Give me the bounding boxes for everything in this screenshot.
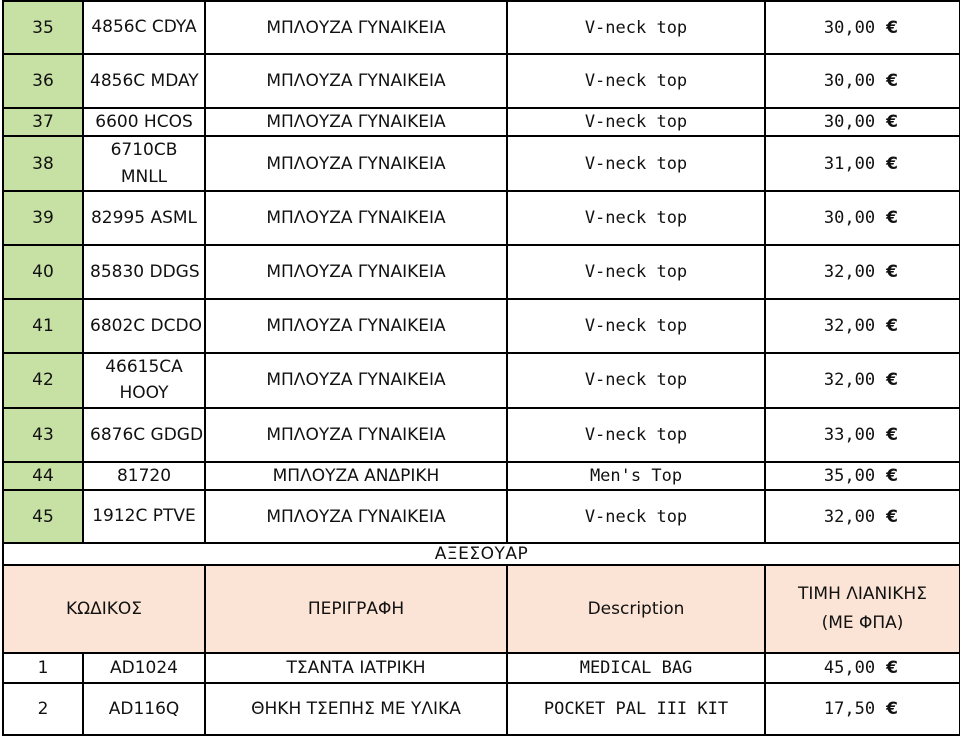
product-code	[83, 136, 205, 191]
header-description-gr: ΠΕΡΙΓΡΑΦΗ	[205, 565, 507, 653]
row-number: 35	[3, 1, 83, 54]
product-description-gr: ΜΠΛΟΥΖΑ ΑΝΔΡΙΚΗ	[205, 462, 507, 490]
table-row	[3, 408, 960, 462]
row-number: 2	[3, 683, 83, 735]
product-description-en: POCKET PAL III KIT	[507, 683, 765, 735]
header-price	[765, 565, 960, 653]
price-value: 33,00	[823, 424, 876, 445]
euro-icon: €	[886, 370, 899, 391]
product-code-line: 6710CB	[110, 140, 178, 161]
row-number: 43	[3, 408, 83, 462]
price-cell	[765, 191, 960, 245]
euro-icon: €	[886, 17, 899, 38]
table-row	[3, 353, 960, 408]
product-description-gr: ΤΣΑΝΤΑ ΙΑΤΡΙΚΗ	[205, 653, 507, 683]
table-row	[3, 462, 960, 490]
price-list-table	[2, 0, 960, 736]
price-value: 30,00	[823, 208, 876, 229]
product-description-gr: ΜΠΛΟΥΖΑ ΓΥΝΑΙΚΕΙΑ	[205, 191, 507, 245]
product-description-gr: ΜΠΛΟΥΖΑ ΓΥΝΑΙΚΕΙΑ	[205, 490, 507, 543]
row-number: 37	[3, 108, 83, 136]
price-cell	[765, 245, 960, 299]
header-description-en: Description	[507, 565, 765, 653]
table-row	[3, 490, 960, 543]
euro-icon: €	[886, 506, 899, 527]
price-value: 45,00	[823, 658, 876, 679]
table-row	[3, 299, 960, 353]
product-code: AD116Q	[83, 683, 205, 735]
product-description-gr: ΜΠΛΟΥΖΑ ΓΥΝΑΙΚΕΙΑ	[205, 353, 507, 408]
product-code: 6600 HCOS	[83, 108, 205, 136]
table-row	[3, 108, 960, 136]
euro-icon: €	[886, 316, 899, 337]
price-value: 35,00	[823, 465, 876, 486]
price-cell	[765, 108, 960, 136]
row-number: 1	[3, 653, 83, 683]
row-number: 39	[3, 191, 83, 245]
product-description-en: V-neck top	[507, 408, 765, 462]
header-price-line: ΤΙΜΗ ΛΙΑΝΙΚΗΣ	[798, 584, 927, 605]
euro-icon: €	[886, 112, 899, 133]
product-description-en: V-neck top	[507, 245, 765, 299]
price-value: 32,00	[823, 262, 876, 283]
price-cell	[765, 490, 960, 543]
section-title: ΑΞΕΣΟΥΑΡ	[434, 544, 529, 565]
price-value: 32,00	[823, 506, 876, 527]
row-number: 42	[3, 353, 83, 408]
product-code-line: MNLL	[120, 166, 168, 187]
table-row	[3, 136, 960, 191]
product-description-en: V-neck top	[507, 299, 765, 353]
euro-icon: €	[886, 465, 899, 486]
table-row	[3, 245, 960, 299]
section-title-cell	[3, 543, 960, 565]
row-number: 40	[3, 245, 83, 299]
product-description-en: V-neck top	[507, 191, 765, 245]
product-code: 1912C PTVE	[83, 490, 205, 543]
product-description-gr: ΜΠΛΟΥΖΑ ΓΥΝΑΙΚΕΙΑ	[205, 245, 507, 299]
euro-icon: €	[886, 424, 899, 445]
row-number: 38	[3, 136, 83, 191]
table-row	[3, 653, 960, 683]
price-cell	[765, 136, 960, 191]
product-code: 81720	[83, 462, 205, 490]
product-description-en: V-neck top	[507, 490, 765, 543]
product-code: 4856C CDYA	[83, 1, 205, 54]
price-cell	[765, 1, 960, 54]
euro-icon: €	[886, 71, 899, 91]
product-description-en: Men's Top	[507, 462, 765, 490]
euro-icon: €	[886, 262, 899, 283]
price-cell	[765, 653, 960, 683]
table-row	[3, 191, 960, 245]
product-description-gr: ΜΠΛΟΥΖΑ ΓΥΝΑΙΚΕΙΑ	[205, 299, 507, 353]
price-value: 31,00	[823, 153, 876, 174]
product-code	[83, 353, 205, 408]
price-cell	[765, 683, 960, 735]
product-description-gr: ΜΠΛΟΥΖΑ ΓΥΝΑΙΚΕΙΑ	[205, 1, 507, 54]
product-code: 6802C DCDO	[83, 299, 205, 353]
table-row	[3, 683, 960, 735]
row-number: 41	[3, 299, 83, 353]
price-cell	[765, 462, 960, 490]
price-cell	[765, 54, 960, 108]
column-header-row	[3, 565, 960, 653]
price-value: 32,00	[823, 370, 876, 391]
price-cell	[765, 299, 960, 353]
product-code-line: HOOY	[119, 383, 169, 404]
table-row	[3, 54, 960, 108]
product-description-en: V-neck top	[507, 353, 765, 408]
product-code: AD1024	[83, 653, 205, 683]
product-code: 6876C GDGD	[83, 408, 205, 462]
euro-icon: €	[886, 658, 899, 679]
row-number: 45	[3, 490, 83, 543]
header-code: ΚΩΔΙΚΟΣ	[3, 565, 205, 653]
euro-icon: €	[886, 153, 899, 174]
product-description-gr: ΜΠΛΟΥΖΑ ΓΥΝΑΙΚΕΙΑ	[205, 136, 507, 191]
table-row	[3, 1, 960, 54]
price-value: 30,00	[823, 17, 876, 38]
product-description-gr: ΜΠΛΟΥΖΑ ΓΥΝΑΙΚΕΙΑ	[205, 108, 507, 136]
product-description-gr: ΜΠΛΟΥΖΑ ΓΥΝΑΙΚΕΙΑ	[205, 54, 507, 108]
product-description-en: V-neck top	[507, 136, 765, 191]
product-code-line: 46615CA	[105, 357, 183, 378]
product-code: 85830 DDGS	[83, 245, 205, 299]
euro-icon: €	[886, 699, 899, 720]
product-description-gr: ΜΠΛΟΥΖΑ ΓΥΝΑΙΚΕΙΑ	[205, 408, 507, 462]
product-description-en: V-neck top	[507, 54, 765, 108]
product-description-gr: ΘΗΚΗ ΤΣΕΠΗΣ ΜΕ ΥΛΙΚΑ	[205, 683, 507, 735]
product-code: 82995 ASML	[83, 191, 205, 245]
price-value: 32,00	[823, 316, 876, 337]
product-code: 4856C MDAY	[83, 54, 205, 108]
row-number: 44	[3, 462, 83, 490]
product-description-en: V-neck top	[507, 1, 765, 54]
price-value: 30,00	[823, 112, 876, 133]
price-value: 17,50	[823, 699, 876, 720]
header-price-line: (ΜΕ ΦΠΑ)	[821, 613, 904, 634]
price-cell	[765, 408, 960, 462]
product-description-en: MEDICAL BAG	[507, 653, 765, 683]
price-cell	[765, 353, 960, 408]
product-description-en: V-neck top	[507, 108, 765, 136]
euro-icon: €	[886, 208, 899, 229]
section-row	[3, 543, 960, 565]
row-number: 36	[3, 54, 83, 108]
price-value: 30,00	[823, 71, 876, 91]
